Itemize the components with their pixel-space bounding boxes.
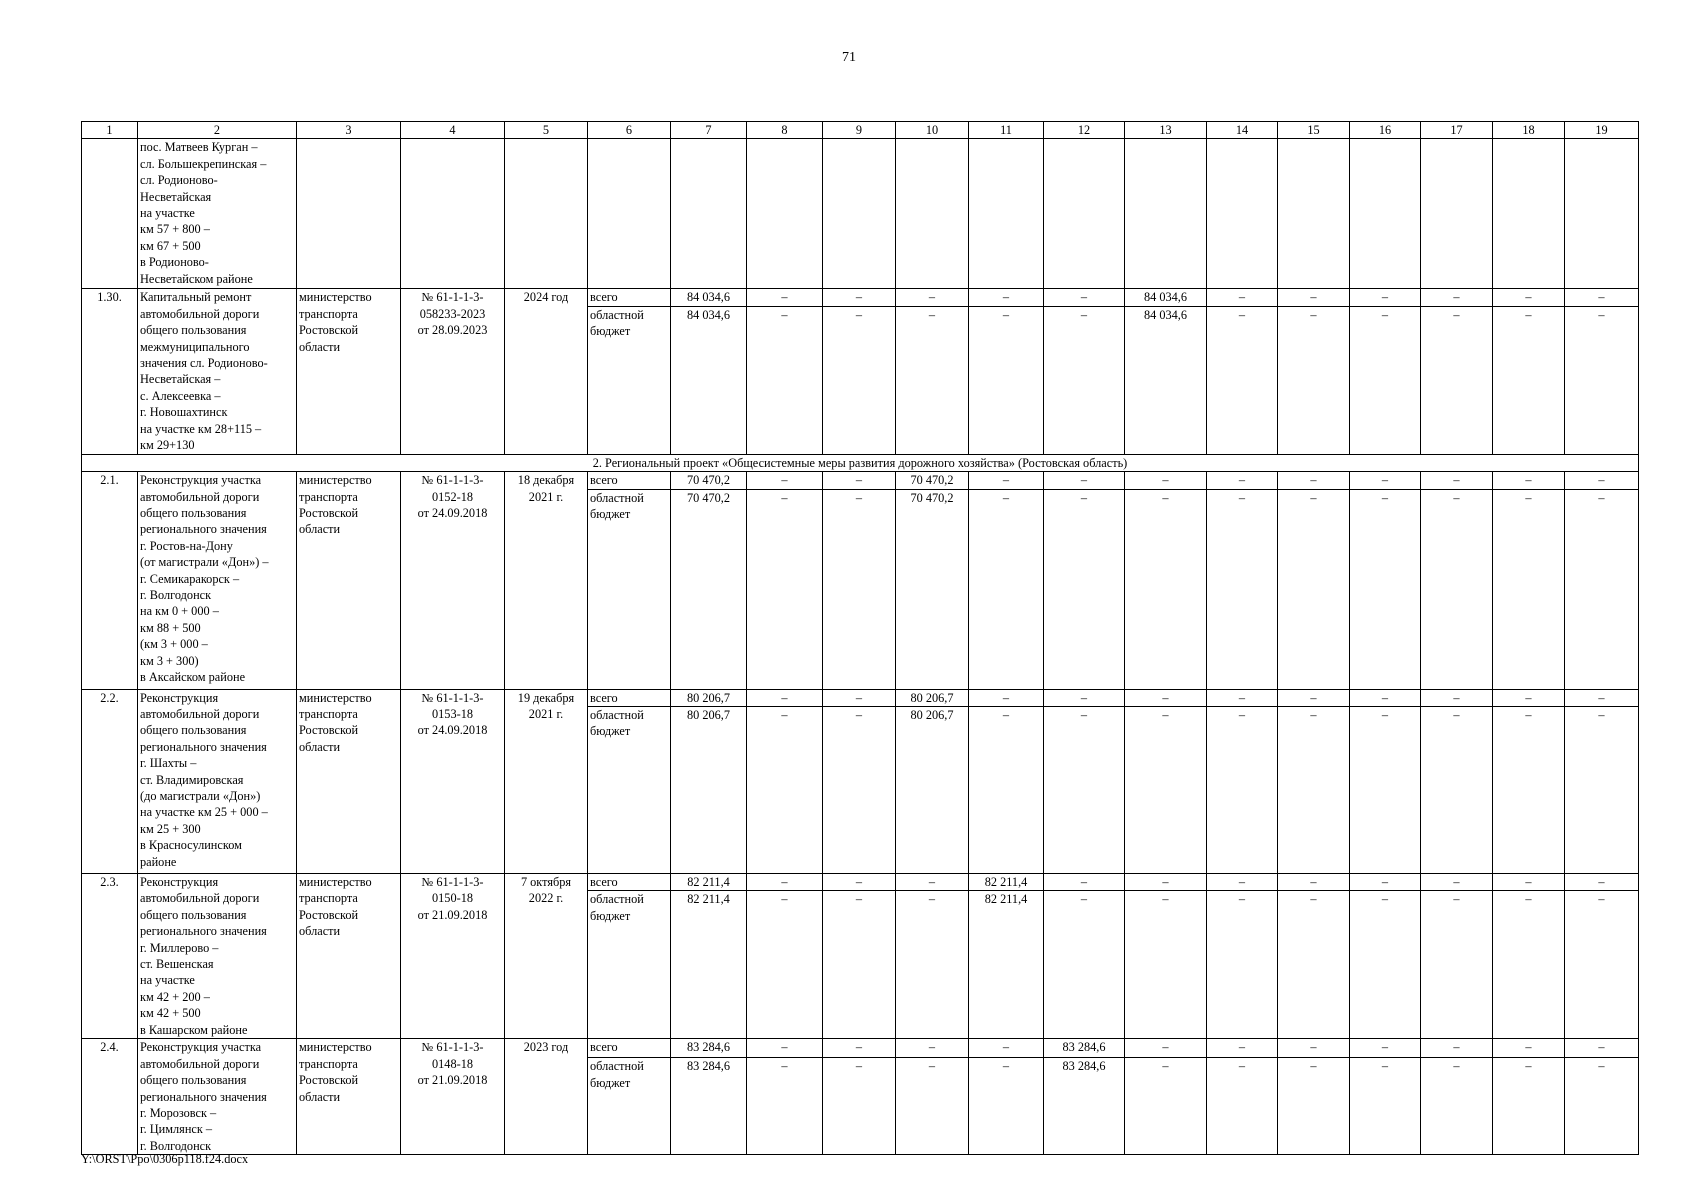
amount-total: – [1207,874,1278,891]
empty-cell [823,139,896,289]
completion-date: 7 октября 2022 г. [505,874,588,1039]
amount-budget: 83 284,6 [1044,1058,1125,1155]
amount-budget: – [1421,306,1493,454]
amount-total: – [1350,1039,1421,1058]
responsible-organization: министерство транспорта Ростовской области [297,1039,401,1155]
amount-budget: – [1207,306,1278,454]
column-number: 3 [297,122,401,139]
empty-cell [1125,139,1207,289]
funding-source-budget: областной бюджет [588,1058,671,1155]
amount-budget: – [1125,489,1207,689]
amount-budget: – [1565,707,1639,874]
amount-budget: – [1493,1058,1565,1155]
amount-budget: – [896,306,969,454]
funding-source-budget: областной бюджет [588,489,671,689]
completion-date: 2023 год [505,1039,588,1155]
amount-budget: – [1421,891,1493,1039]
amount-total: – [1350,689,1421,706]
amount-budget: – [1278,707,1350,874]
amount-budget: 84 034,6 [1125,306,1207,454]
column-number: 1 [82,122,138,139]
amount-budget: 80 206,7 [671,707,747,874]
amount-total: – [1044,289,1125,306]
responsible-organization: министерство транспорта Ростовской области [297,874,401,1039]
amount-total: – [1207,289,1278,306]
amount-total: – [1493,874,1565,891]
completion-date: 18 декабря 2021 г. [505,472,588,689]
column-number: 7 [671,122,747,139]
amount-total: – [1421,289,1493,306]
empty-cell [1350,139,1421,289]
object-name: Реконструкция участка автомобильной дороги общего пользования регионального значения г. Морозовск – г. Цимлянск – г. Волгодонск [138,1039,297,1155]
amount-total: – [1350,472,1421,489]
empty-cell [1565,139,1639,289]
amount-budget: – [1421,1058,1493,1155]
amount-total: – [1565,289,1639,306]
amount-budget: – [747,306,823,454]
column-number: 4 [401,122,505,139]
amount-total: – [1493,1039,1565,1058]
amount-budget: 70 470,2 [671,489,747,689]
amount-total: – [823,689,896,706]
amount-total: – [1125,1039,1207,1058]
approval-document: № 61-1-1-3- 0150-18 от 21.09.2018 [401,874,505,1039]
empty-cell [1044,139,1125,289]
amount-total: – [747,289,823,306]
amount-total: – [747,472,823,489]
row-number: 2.4. [82,1039,138,1155]
empty-cell [82,139,138,289]
amount-total: – [1421,689,1493,706]
approval-document: № 61-1-1-3- 0152-18 от 24.09.2018 [401,472,505,689]
amount-budget: – [1493,707,1565,874]
amount-budget: – [1278,306,1350,454]
approval-document: № 61-1-1-3- 0153-18 от 24.09.2018 [401,689,505,873]
amount-total: – [969,472,1044,489]
amount-total: – [1278,472,1350,489]
funding-source-budget: областной бюджет [588,306,671,454]
amount-total: – [1565,1039,1639,1058]
amount-total: – [1278,289,1350,306]
amount-budget: 80 206,7 [896,707,969,874]
amount-total: – [1493,289,1565,306]
approval-document: № 61-1-1-3- 058233-2023 от 28.09.2023 [401,289,505,454]
amount-budget: – [1125,891,1207,1039]
amount-budget: – [1565,891,1639,1039]
amount-budget: – [1565,306,1639,454]
funding-source-total: всего [588,689,671,706]
column-number: 16 [1350,122,1421,139]
amount-total: 70 470,2 [896,472,969,489]
amount-budget: 82 211,4 [969,891,1044,1039]
funding-source-total: всего [588,874,671,891]
column-number: 14 [1207,122,1278,139]
amount-budget: – [1125,707,1207,874]
amount-budget: 70 470,2 [896,489,969,689]
amount-total: 80 206,7 [896,689,969,706]
amount-total: 80 206,7 [671,689,747,706]
amount-total: 70 470,2 [671,472,747,489]
column-number: 10 [896,122,969,139]
empty-cell [1207,139,1278,289]
object-row-total [82,689,1639,706]
amount-total: – [1207,689,1278,706]
object-row-total [82,472,1639,489]
empty-cell [297,139,401,289]
amount-budget: – [1350,1058,1421,1155]
amount-total: 83 284,6 [671,1039,747,1058]
amount-budget: – [1044,891,1125,1039]
column-number: 19 [1565,122,1639,139]
amount-budget: – [1421,489,1493,689]
amount-total: – [1278,689,1350,706]
amount-total: – [1350,874,1421,891]
section-title: 2. Региональный проект «Общесистемные меры развития дорожного хозяйства» (Ростовская область) [82,454,1639,471]
column-number: 8 [747,122,823,139]
row-number: 2.3. [82,874,138,1039]
empty-cell [1493,139,1565,289]
amount-total: – [1207,1039,1278,1058]
amount-budget: – [1278,891,1350,1039]
row-number: 2.1. [82,472,138,689]
amount-total: 82 211,4 [969,874,1044,891]
row-number: 2.2. [82,689,138,873]
amount-total: – [1207,472,1278,489]
amount-total: 84 034,6 [671,289,747,306]
amount-total: – [1493,472,1565,489]
amount-budget: – [1350,306,1421,454]
amount-total: – [896,289,969,306]
amount-budget: – [823,306,896,454]
amount-budget: – [1125,1058,1207,1155]
amount-total: – [1565,689,1639,706]
column-number: 6 [588,122,671,139]
amount-total: – [1125,472,1207,489]
responsible-organization: министерство транспорта Ростовской области [297,289,401,454]
amount-budget: – [969,707,1044,874]
completion-date: 19 декабря 2021 г. [505,689,588,873]
section-header-row [82,454,1639,471]
amount-budget: – [1493,489,1565,689]
amount-budget: – [823,707,896,874]
object-name-continuation: пос. Матвеев Курган – сл. Большекрепинская – сл. Родионово- Несветайская на участке км 57 + 800 – км 67 + 500 в Родионово- Несветайском районе [138,139,297,289]
amount-budget: – [896,1058,969,1155]
amount-total: – [1125,874,1207,891]
column-number: 11 [969,122,1044,139]
amount-total: – [1044,472,1125,489]
amount-budget: – [1044,707,1125,874]
object-name: Реконструкция автомобильной дороги общего пользования регионального значения г. Миллерово – ст. Вешенская на участке км 42 + 200 – км 42 + 500 в Кашарском районе [138,874,297,1039]
object-name: Капитальный ремонт автомобильной дороги общего пользования межмуниципального значения сл. Родионово- Несветайская – с. Алексеевка – г. Новошахтинск на участке км 28+115 – км 29+130 [138,289,297,454]
amount-total: – [747,689,823,706]
object-name: Реконструкция участка автомобильной дороги общего пользования регионального значения г. Ростов-на-Дону (от магистрали «Дон») – г. Семикаракорск – г. Волгодонск на км 0 + 000 – км 88 + 500 (км 3 + 000 – км 3 + 300) в Аксайском районе [138,472,297,689]
amount-budget: – [1421,707,1493,874]
amount-total: – [896,1039,969,1058]
amount-total: – [969,689,1044,706]
amount-budget: – [969,1058,1044,1155]
object-row-total [82,289,1639,306]
funding-source-total: всего [588,289,671,306]
amount-budget: – [1350,489,1421,689]
amount-budget: – [1565,1058,1639,1155]
amount-total: – [1278,874,1350,891]
empty-cell [505,139,588,289]
empty-cell [969,139,1044,289]
amount-budget: – [747,1058,823,1155]
amount-budget: – [1493,891,1565,1039]
amount-budget: – [1207,707,1278,874]
amount-budget: – [1493,306,1565,454]
amount-total: – [823,874,896,891]
approval-document: № 61-1-1-3- 0148-18 от 21.09.2018 [401,1039,505,1155]
object-name: Реконструкция автомобильной дороги общего пользования регионального значения г. Шахты – ст. Владимировская (до магистрали «Дон») на участке км 25 + 000 – км 25 + 300 в Красносулинском районе [138,689,297,873]
amount-total: – [1044,689,1125,706]
amount-total: 83 284,6 [1044,1039,1125,1058]
amount-total: – [1565,874,1639,891]
amount-budget: – [969,306,1044,454]
amount-total: – [969,1039,1044,1058]
financing-table [81,121,1639,1155]
amount-budget: – [823,1058,896,1155]
amount-budget: – [969,489,1044,689]
amount-budget: – [1278,1058,1350,1155]
amount-total: – [1044,874,1125,891]
amount-budget: 84 034,6 [671,306,747,454]
funding-source-budget: областной бюджет [588,891,671,1039]
column-number: 18 [1493,122,1565,139]
amount-budget: – [1565,489,1639,689]
empty-cell [1421,139,1493,289]
object-row-total [82,874,1639,891]
object-row-total [82,1039,1639,1058]
amount-budget: – [1350,707,1421,874]
responsible-organization: министерство транспорта Ростовской области [297,689,401,873]
amount-budget: – [1350,891,1421,1039]
amount-budget: – [747,489,823,689]
amount-budget: – [747,891,823,1039]
empty-cell [1278,139,1350,289]
continuation-row [82,139,1639,289]
column-number: 13 [1125,122,1207,139]
amount-total: – [969,289,1044,306]
amount-budget: – [896,891,969,1039]
amount-budget: – [823,489,896,689]
empty-cell [588,139,671,289]
empty-cell [747,139,823,289]
funding-source-total: всего [588,472,671,489]
amount-total: – [1421,1039,1493,1058]
amount-total: – [1421,874,1493,891]
empty-cell [896,139,969,289]
column-number: 9 [823,122,896,139]
amount-total: – [747,874,823,891]
amount-total: 82 211,4 [671,874,747,891]
column-number: 5 [505,122,588,139]
row-number: 1.30. [82,289,138,454]
amount-budget: – [1278,489,1350,689]
amount-total: – [747,1039,823,1058]
amount-total: – [823,472,896,489]
column-number: 15 [1278,122,1350,139]
funding-source-total: всего [588,1039,671,1058]
amount-budget: – [823,891,896,1039]
amount-budget: – [747,707,823,874]
empty-cell [401,139,505,289]
column-number: 12 [1044,122,1125,139]
column-number: 2 [138,122,297,139]
amount-total: – [896,874,969,891]
responsible-organization: министерство транспорта Ростовской области [297,472,401,689]
amount-total: – [823,1039,896,1058]
amount-budget: – [1207,489,1278,689]
amount-total: – [1125,689,1207,706]
amount-total: – [1565,472,1639,489]
footer-file-path: Y:\ORST\Ppo\0306p118.f24.docx [81,1152,249,1166]
amount-budget: – [1044,306,1125,454]
amount-total: – [823,289,896,306]
amount-budget: – [1207,891,1278,1039]
amount-budget: – [1044,489,1125,689]
amount-budget: 83 284,6 [671,1058,747,1155]
amount-total: – [1278,1039,1350,1058]
amount-total: – [1421,472,1493,489]
amount-total: – [1350,289,1421,306]
amount-budget: – [1207,1058,1278,1155]
funding-source-budget: областной бюджет [588,707,671,874]
empty-cell [671,139,747,289]
amount-total: 84 034,6 [1125,289,1207,306]
amount-total: – [1493,689,1565,706]
column-number: 17 [1421,122,1493,139]
amount-budget: 82 211,4 [671,891,747,1039]
column-number-row [82,122,1639,139]
completion-date: 2024 год [505,289,588,454]
page-number: 71 [842,50,856,65]
